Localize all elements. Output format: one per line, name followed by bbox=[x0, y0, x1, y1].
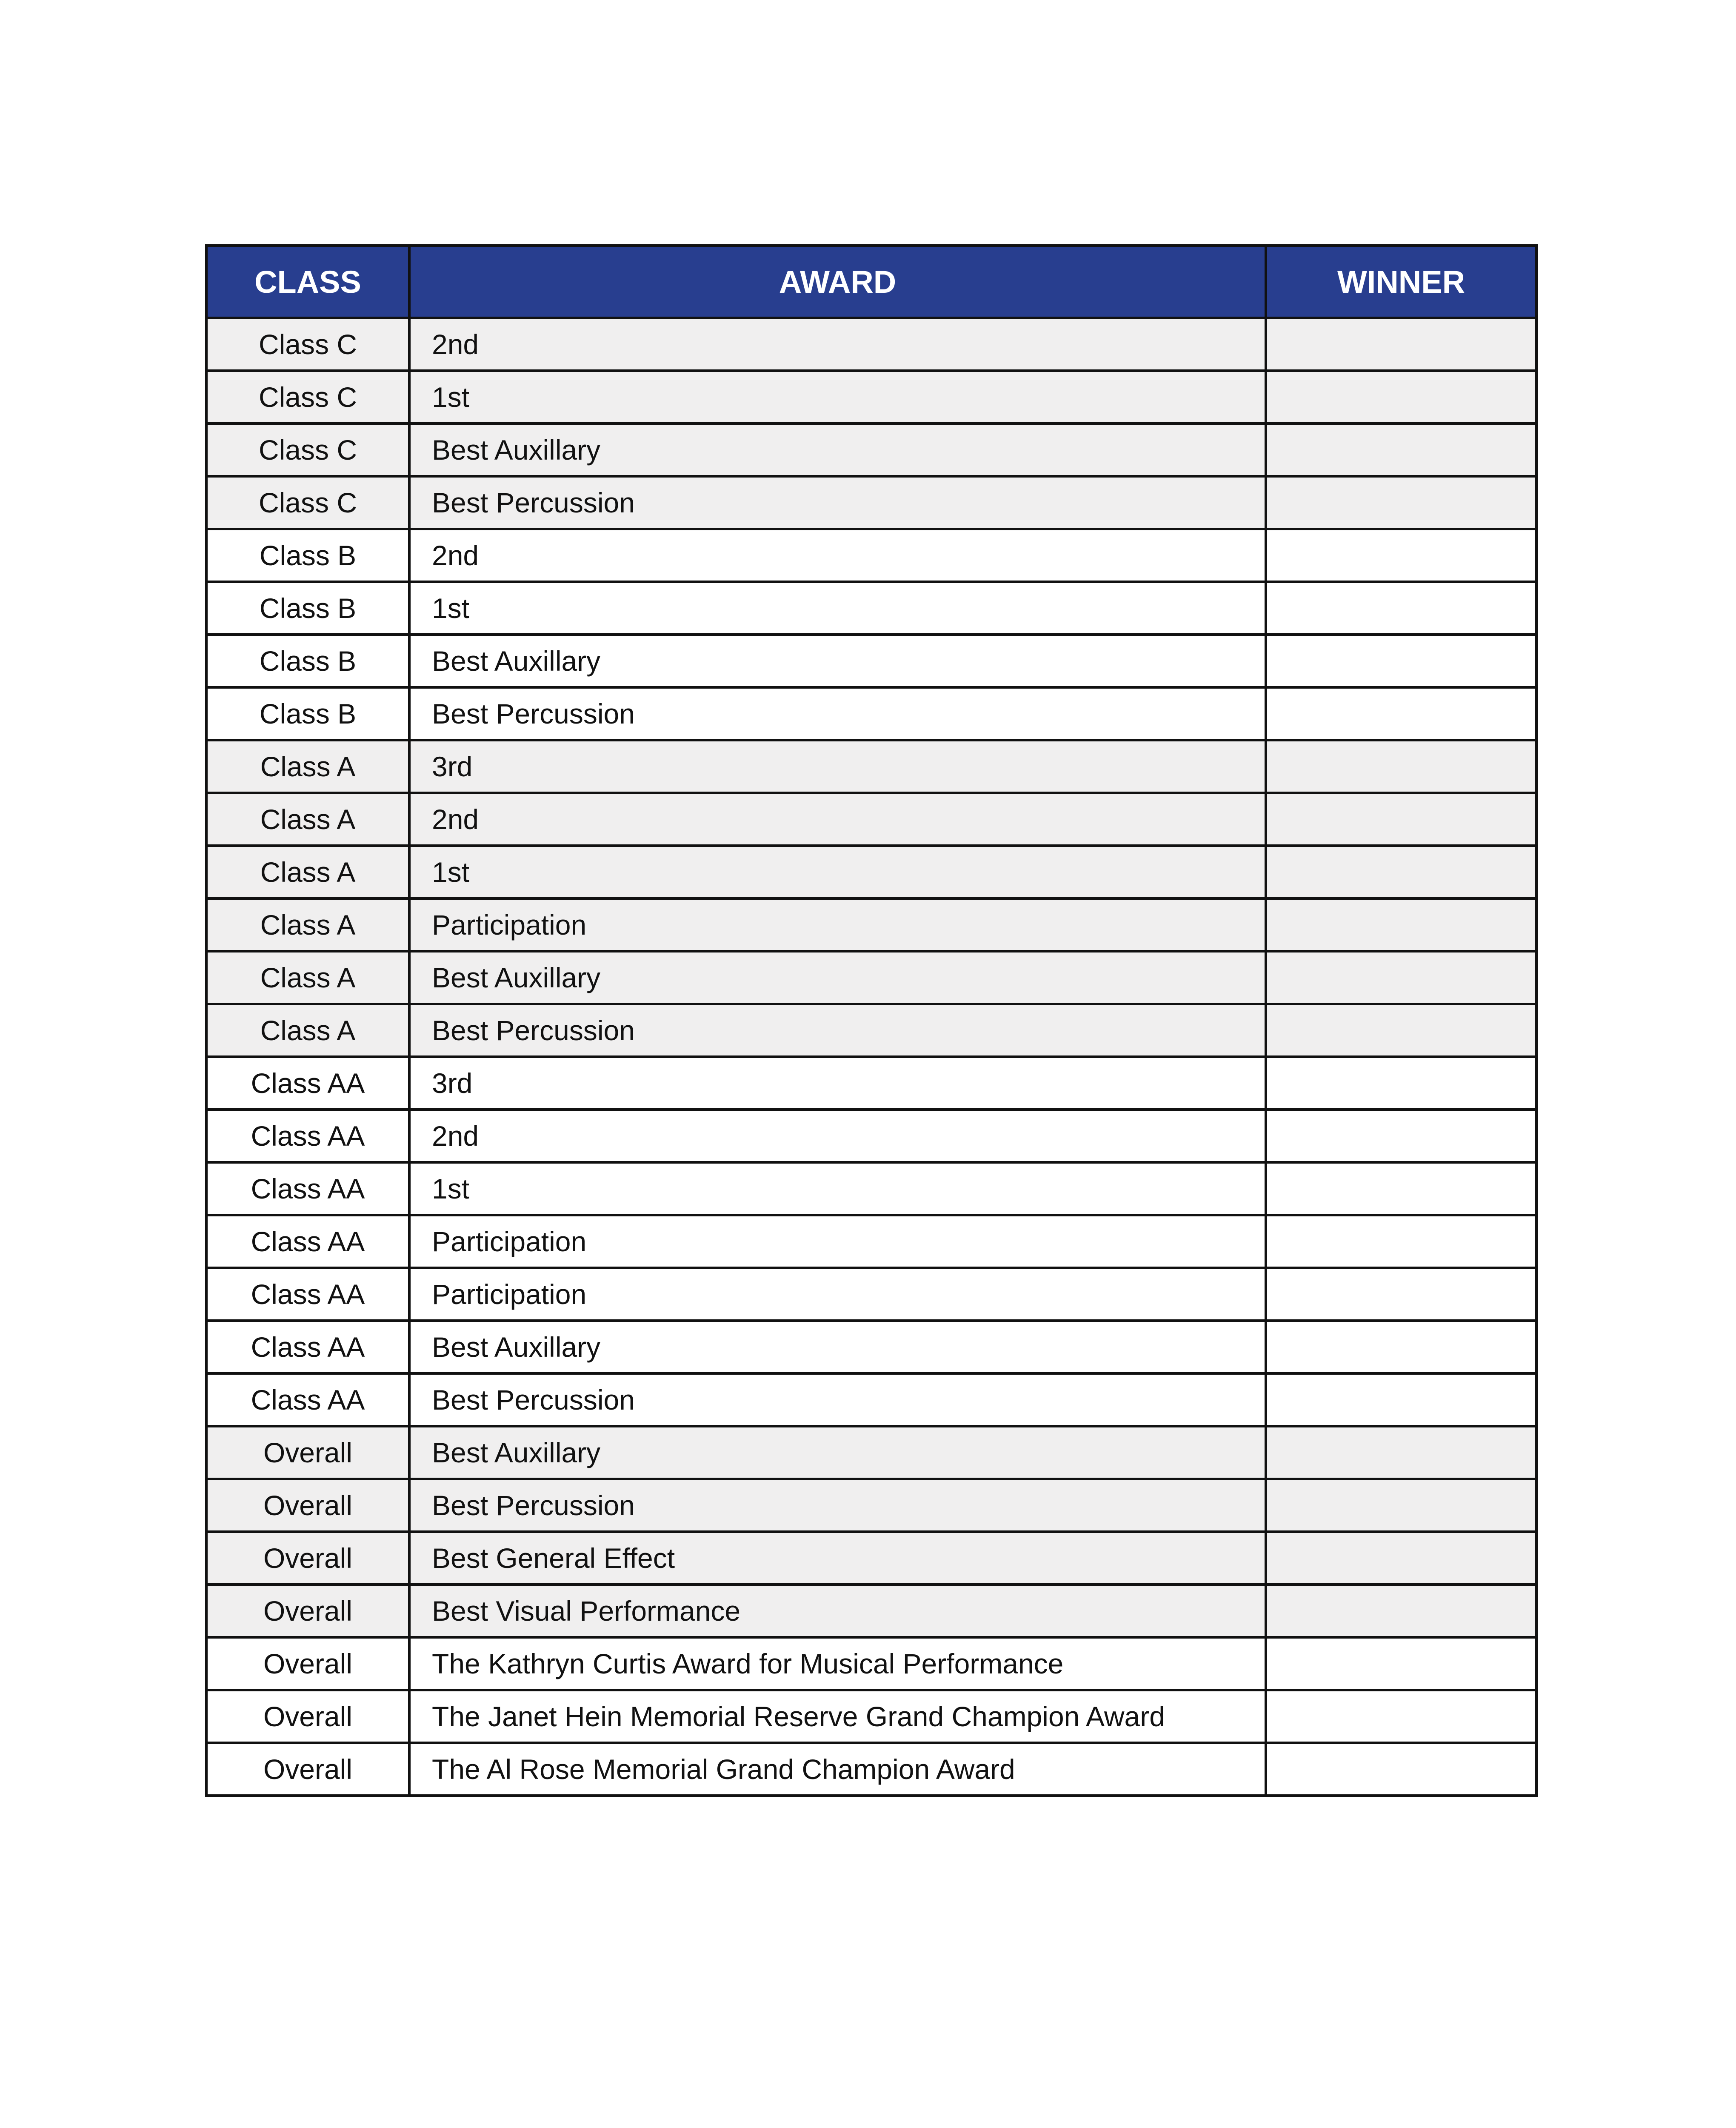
award-cell: Best Auxillary bbox=[409, 423, 1266, 476]
class-cell: Overall bbox=[206, 1532, 409, 1585]
winner-cell[interactable] bbox=[1266, 582, 1536, 635]
table-row bbox=[206, 898, 1536, 951]
award-cell: Participation bbox=[409, 1268, 1266, 1321]
class-cell: Overall bbox=[206, 1426, 409, 1479]
award-cell: Best Percussion bbox=[409, 1479, 1266, 1532]
table-row bbox=[206, 582, 1536, 635]
winner-cell[interactable] bbox=[1266, 1479, 1536, 1532]
award-cell: Best Auxillary bbox=[409, 1321, 1266, 1373]
award-cell: 2nd bbox=[409, 318, 1266, 371]
award-cell: 1st bbox=[409, 846, 1266, 898]
table-row bbox=[206, 371, 1536, 423]
table-row bbox=[206, 687, 1536, 740]
winner-cell[interactable] bbox=[1266, 318, 1536, 371]
class-cell: Class B bbox=[206, 687, 409, 740]
class-cell: Class AA bbox=[206, 1162, 409, 1215]
class-cell: Class AA bbox=[206, 1215, 409, 1268]
winner-cell[interactable] bbox=[1266, 1426, 1536, 1479]
class-cell: Class AA bbox=[206, 1321, 409, 1373]
table-row bbox=[206, 1426, 1536, 1479]
table-row bbox=[206, 1110, 1536, 1162]
table-row bbox=[206, 1321, 1536, 1373]
winner-cell[interactable] bbox=[1266, 1004, 1536, 1057]
class-cell: Class A bbox=[206, 951, 409, 1004]
winner-cell[interactable] bbox=[1266, 1637, 1536, 1690]
table-row bbox=[206, 1532, 1536, 1585]
award-cell: The Janet Hein Memorial Reserve Grand Champion Award bbox=[409, 1690, 1266, 1743]
class-cell: Class A bbox=[206, 898, 409, 951]
award-cell: The Al Rose Memorial Grand Champion Award bbox=[409, 1743, 1266, 1796]
class-cell: Class C bbox=[206, 371, 409, 423]
class-cell: Overall bbox=[206, 1690, 409, 1743]
winner-cell[interactable] bbox=[1266, 1268, 1536, 1321]
winner-cell[interactable] bbox=[1266, 1532, 1536, 1585]
column-header-winner: WINNER bbox=[1266, 246, 1536, 318]
class-cell: Class AA bbox=[206, 1110, 409, 1162]
table-row bbox=[206, 740, 1536, 793]
table-row bbox=[206, 846, 1536, 898]
winner-cell[interactable] bbox=[1266, 1585, 1536, 1637]
class-cell: Class B bbox=[206, 635, 409, 687]
award-cell: 3rd bbox=[409, 740, 1266, 793]
table-row bbox=[206, 1162, 1536, 1215]
column-header-award: AWARD bbox=[409, 246, 1266, 318]
award-cell: Best Auxillary bbox=[409, 635, 1266, 687]
award-cell: The Kathryn Curtis Award for Musical Performance bbox=[409, 1637, 1266, 1690]
winner-cell[interactable] bbox=[1266, 1057, 1536, 1110]
table-row bbox=[206, 318, 1536, 371]
table-row bbox=[206, 951, 1536, 1004]
class-cell: Overall bbox=[206, 1585, 409, 1637]
award-cell: Best Auxillary bbox=[409, 951, 1266, 1004]
class-cell: Class C bbox=[206, 423, 409, 476]
award-cell: Participation bbox=[409, 1215, 1266, 1268]
winner-cell[interactable] bbox=[1266, 951, 1536, 1004]
table-row bbox=[206, 1057, 1536, 1110]
table-row bbox=[206, 529, 1536, 582]
award-cell: Best Visual Performance bbox=[409, 1585, 1266, 1637]
winner-cell[interactable] bbox=[1266, 898, 1536, 951]
class-cell: Class A bbox=[206, 793, 409, 846]
winner-cell[interactable] bbox=[1266, 1743, 1536, 1796]
award-cell: Best Percussion bbox=[409, 1373, 1266, 1426]
table-row bbox=[206, 793, 1536, 846]
award-cell: 2nd bbox=[409, 793, 1266, 846]
winner-cell[interactable] bbox=[1266, 1373, 1536, 1426]
table-header bbox=[206, 246, 1536, 318]
award-cell: Best Percussion bbox=[409, 1004, 1266, 1057]
class-cell: Class A bbox=[206, 740, 409, 793]
winner-cell[interactable] bbox=[1266, 740, 1536, 793]
winner-cell[interactable] bbox=[1266, 371, 1536, 423]
winner-cell[interactable] bbox=[1266, 1215, 1536, 1268]
class-cell: Class C bbox=[206, 476, 409, 529]
table-row bbox=[206, 1637, 1536, 1690]
winner-cell[interactable] bbox=[1266, 846, 1536, 898]
award-cell: 2nd bbox=[409, 529, 1266, 582]
class-cell: Overall bbox=[206, 1743, 409, 1796]
award-cell: Best Percussion bbox=[409, 687, 1266, 740]
table-row bbox=[206, 1479, 1536, 1532]
table-row bbox=[206, 476, 1536, 529]
winner-cell[interactable] bbox=[1266, 423, 1536, 476]
winner-cell[interactable] bbox=[1266, 1321, 1536, 1373]
class-cell: Class A bbox=[206, 846, 409, 898]
column-header-class: CLASS bbox=[206, 246, 409, 318]
table-row bbox=[206, 1585, 1536, 1637]
winner-cell[interactable] bbox=[1266, 1162, 1536, 1215]
class-cell: Overall bbox=[206, 1479, 409, 1532]
award-cell: 2nd bbox=[409, 1110, 1266, 1162]
class-cell: Class AA bbox=[206, 1268, 409, 1321]
award-cell: 3rd bbox=[409, 1057, 1266, 1110]
winner-cell[interactable] bbox=[1266, 687, 1536, 740]
class-cell: Class C bbox=[206, 318, 409, 371]
award-cell: Best Percussion bbox=[409, 476, 1266, 529]
table-row bbox=[206, 635, 1536, 687]
class-cell: Overall bbox=[206, 1637, 409, 1690]
class-cell: Class B bbox=[206, 582, 409, 635]
winner-cell[interactable] bbox=[1266, 476, 1536, 529]
award-cell: Best General Effect bbox=[409, 1532, 1266, 1585]
class-cell: Class AA bbox=[206, 1057, 409, 1110]
winner-cell[interactable] bbox=[1266, 635, 1536, 687]
winner-cell[interactable] bbox=[1266, 1110, 1536, 1162]
award-cell: 1st bbox=[409, 371, 1266, 423]
award-cell: Best Auxillary bbox=[409, 1426, 1266, 1479]
table-row bbox=[206, 1268, 1536, 1321]
table-row bbox=[206, 423, 1536, 476]
award-cell: 1st bbox=[409, 582, 1266, 635]
header-row bbox=[206, 246, 1536, 318]
awards-table bbox=[205, 244, 1538, 1797]
winner-cell[interactable] bbox=[1266, 529, 1536, 582]
table-row bbox=[206, 1743, 1536, 1796]
winner-cell[interactable] bbox=[1266, 1690, 1536, 1743]
winner-cell[interactable] bbox=[1266, 793, 1536, 846]
table-row bbox=[206, 1215, 1536, 1268]
table-body bbox=[206, 318, 1536, 1796]
award-cell: 1st bbox=[409, 1162, 1266, 1215]
table-row bbox=[206, 1690, 1536, 1743]
table-row bbox=[206, 1373, 1536, 1426]
class-cell: Class AA bbox=[206, 1373, 409, 1426]
award-cell: Participation bbox=[409, 898, 1266, 951]
table-row bbox=[206, 1004, 1536, 1057]
class-cell: Class A bbox=[206, 1004, 409, 1057]
class-cell: Class B bbox=[206, 529, 409, 582]
